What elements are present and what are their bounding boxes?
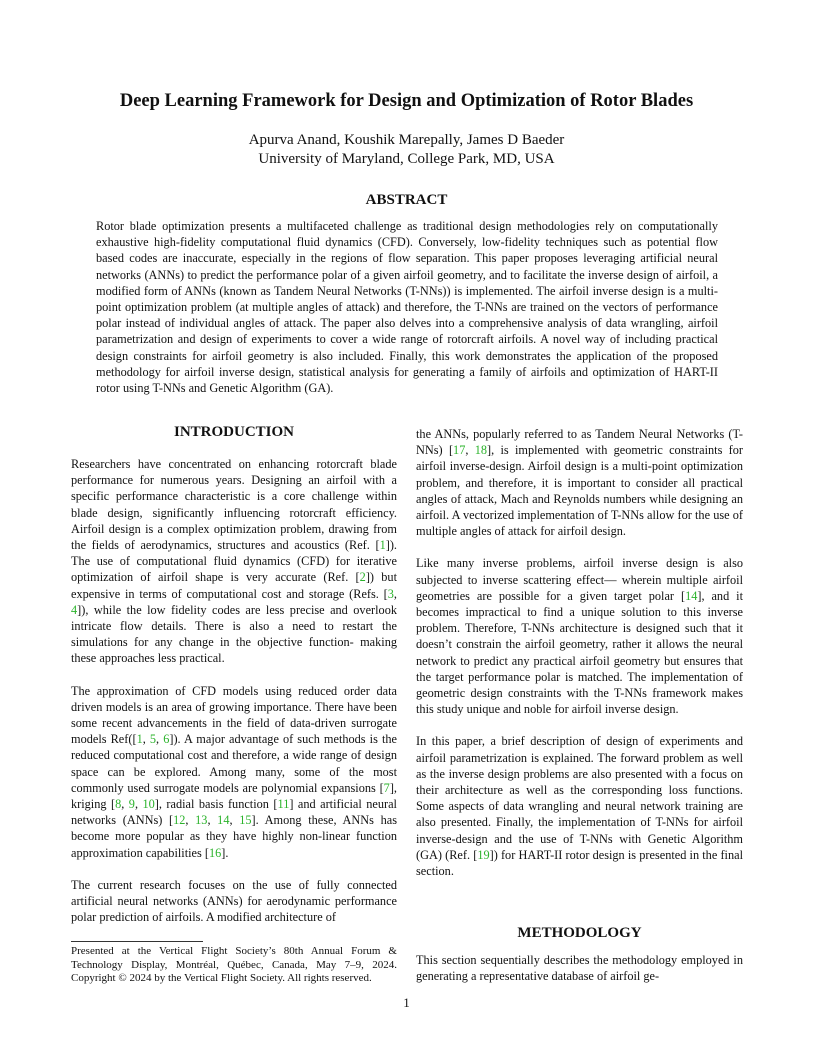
citation-link[interactable]: 7	[383, 780, 390, 795]
citation-link[interactable]: 9	[128, 797, 135, 812]
right-paragraph-3: In this paper, a brief description of design of experiments and airfoil parametrization is explained. The forward problem as well as the inverse design problems are also presented with a focus on their architecture as well as the corresponding loss functions. Some aspects of data wrangling and neural network training are also presented. Finally, the implementation of T-NNs for airfoil inverse-design and the use of T-NNs with Genetic Algorithm (GA) (Ref. [19]) for HART-II rotor design is presented in the final section.	[416, 734, 743, 879]
page-number: 1	[403, 995, 410, 1010]
citation-link[interactable]: 8	[115, 797, 122, 812]
right-paragraph-2: Like many inverse problems, airfoil inverse design is also subjected to inverse scattering effect— wherein multiple airfoil geometries are possible for a given target polar [14], and it becomes impractical to find a unique solution to this inverse problem. Therefore, T-NNs architecture is designed such that it doesn’t constrain the airfoil geometry, rather it allows the neural network to predict any practical airfoil geometry but ensures that the target performance polar is matched. The implementation of geometric design constraints with the T-NNs framework makes this study unique and noble for airfoil inverse design.	[416, 556, 744, 717]
introduction-heading: INTRODUCTION	[173, 424, 294, 440]
citation-link[interactable]: 2	[359, 570, 366, 585]
citation-link[interactable]: 4	[71, 602, 78, 617]
citation-link[interactable]: 3	[387, 586, 394, 601]
right-paragraph-1: the ANNs, popularly referred to as Tandem Neural Networks (T-NNs) [17, 18], is implemented with geometric constraints for airfoil inverse-design. Airfoil design is a multi-point optimization problem, and therefore, it is important to consider all practical angles of attack, Mach and Reynolds numbers while designing an airfoil. A vectorized implementation of T-NNs allow for the use of multiple angles of attack for airfoil design.	[416, 427, 744, 539]
citation-link[interactable]: 10	[142, 797, 155, 812]
citation-link[interactable]: 5	[149, 732, 157, 747]
intro-paragraph-1: Researchers have concentrated on enhancing rotorcraft blade performance for numerous years. Designing an airfoil with a specific performance characteristic is a core challenge within blade design, significantly influencing rotorcraft efficiency. Airfoil design is a complex optimization problem, drawing from the fields of aerodynamics, structures and acoustics (Ref. [1]). The use of computational fluid dynamics (CFD) for iterative optimization of airfoil shape is very accurate (Ref. [2]) but expensive in terms of computational cost and storage (Refs. [3, 4]), while the low fidelity codes are less precise and overlook intricate flow details. There is also a need to restart the simulations for any change in the objective function- making these approaches less practical.	[71, 457, 397, 666]
paper-title: Deep Learning Framework for Design and Optimization of Rotor Blades	[119, 91, 694, 111]
abstract-text: Rotor blade optimization presents a multifaceted challenge as traditional design methodologies rely on computationally exhaustive high-fidelity computational fluid dynamics (CFD). Conversely, low-fidelity techniques such as potential flow based codes are inaccurate, especially in the regions of flow separation. This paper proposes leveraging artificial neural networks (ANNs) to predict the performance polar of a given airfoil geometry, and to facilitate the inverse design of airfoil, a modified form of ANNs (known as Tandem Neural Networks (T-NNs)) is implemented. The airfoil inverse design is a multi-point optimization problem (at multiple angles of attack) and therefore, the T-NNs are trained on the vectors of performance polar instead of individual angles of attack. The paper also delves into a comprehensive analysis of data wrangling, airfoil parametrization and design of experiments to cover a wide range of rotorcraft airfoils. A novel way of including practical design constraints for airfoil geometry is also included. Finally, this work demonstrates the application of the proposed methodology for airfoil inverse design, statistical analysis for generating a family of airfoils and optimization of HART-II rotor using T-NNs and Genetic Algorithm (GA).	[96, 219, 718, 396]
methodology-heading: METHODOLOGY	[517, 925, 642, 941]
intro-paragraph-3: The current research focuses on the use of fully connected artificial neural networks (ANNs) for aerodynamic performance polar prediction of airfoils. A modified architecture of	[71, 877, 397, 925]
citation-link[interactable]: 13	[195, 813, 208, 828]
affiliation: University of Maryland, College Park, MD, USA	[258, 151, 555, 167]
citation-link[interactable]: 15	[239, 813, 252, 828]
footnote-rule	[71, 941, 203, 942]
citation-link[interactable]: 19	[477, 847, 490, 862]
intro-paragraph-2: The approximation of CFD models using reduced order data driven models is an area of growing importance. There have been some recent advancements in the field of data-driven surrogate models Ref([1, 5, 6]). A major advantage of such methods is the reduced computational cost and therefore, a wide range of design space can be explored. Among many, some of the most commonly used surrogate models are polynomial expansions [7], kriging [8, 9, 10], radial basis function [11] and artificial neural networks (ANNs) [12, 13, 14, 15]. Among these, ANNs has become more popular as they have highly non-linear function approximation capabilities [16].	[71, 683, 397, 860]
citation-link[interactable]: 11	[277, 797, 290, 812]
left-column	[71, 456, 397, 941]
citation-link[interactable]: 16	[208, 845, 222, 860]
author-list: Apurva Anand, Koushik Marepally, James D Baeder	[248, 132, 565, 148]
methodology-text: This section sequentially describes the methodology employed in generating a representative database of airfoil ge-	[416, 953, 743, 984]
citation-link[interactable]: 1	[136, 732, 143, 747]
citation-link[interactable]: 14	[217, 813, 230, 828]
citation-link[interactable]: 6	[163, 732, 170, 747]
footnote: Presented at the Vertical Flight Society’s 80th Annual Forum & Technology Display, Montréal, Québec, Canada, May 7–9, 2024. Copyright © 2024 by the Vertical Flight Society. All rights reserved.	[71, 945, 397, 985]
citation-link[interactable]: 12	[173, 813, 186, 828]
citation-link[interactable]: 17	[453, 443, 466, 458]
citation-link[interactable]: 14	[685, 588, 698, 603]
right-column	[416, 426, 743, 895]
citation-link[interactable]: 1	[379, 538, 386, 553]
abstract-heading: ABSTRACT	[365, 192, 448, 208]
citation-link[interactable]: 18	[474, 443, 488, 458]
